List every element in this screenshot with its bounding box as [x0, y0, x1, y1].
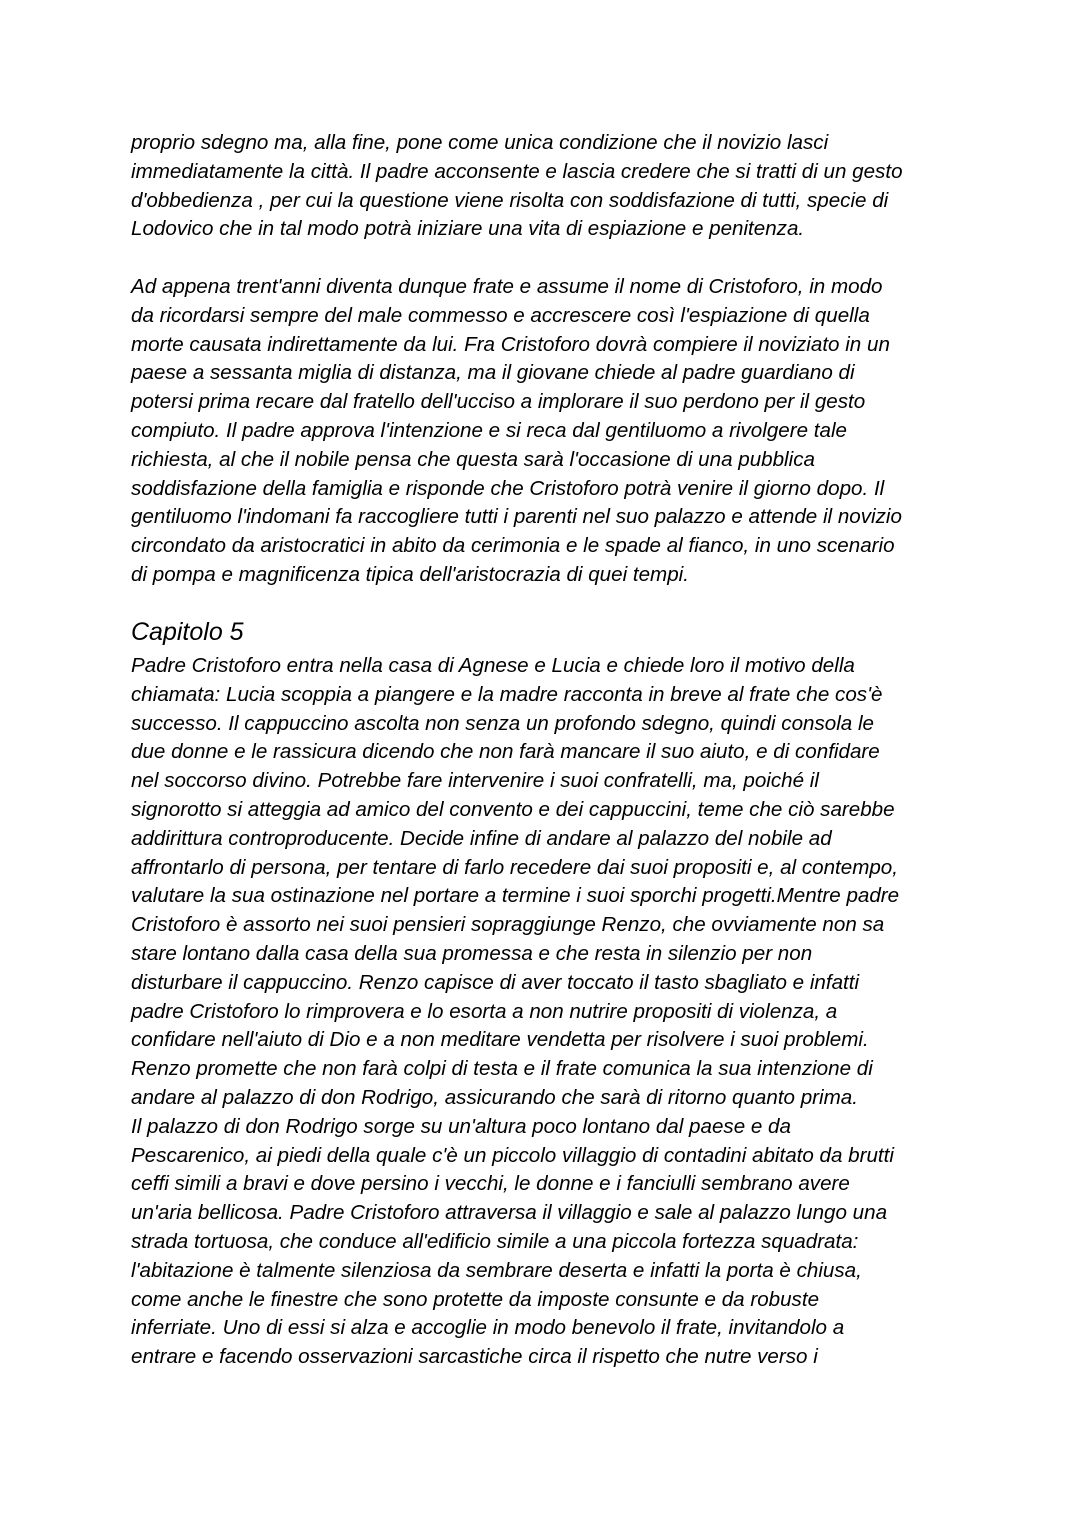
- text-line: di pompa e magnificenza tipica dell'aristocrazia di quei tempi.: [131, 562, 689, 586]
- paragraph-2: [131, 273, 961, 590]
- text-line: d'obbedienza , per cui la questione viene risolta con soddisfazione di tutti, specie di: [131, 188, 889, 212]
- text-line: potersi prima recare dal fratello dell'ucciso a implorare il suo perdono per il gesto: [131, 390, 866, 414]
- text-line: successo. Il cappuccino ascolta non senza un profondo sdegno, quindi consola le: [131, 711, 875, 735]
- text-line: come anche le finestre che sono protette da imposte consunte e da robuste: [131, 1287, 820, 1311]
- text-line: Il palazzo di don Rodrigo sorge su un'altura poco lontano dal paese e da: [131, 1114, 791, 1138]
- text-line: Ad appena trent'anni diventa dunque frate e assume il nome di Cristoforo, in modo: [131, 275, 883, 298]
- text-line: un'aria bellicosa. Padre Cristoforo attraversa il villaggio e sale al palazzo lungo una: [131, 1201, 888, 1225]
- text-line: immediatamente la città. Il padre acconsente e lascia credere che si tratti di un gesto: [131, 159, 903, 183]
- text-line: entrare e facendo osservazioni sarcastiche circa il rispetto che nutre verso i: [131, 1345, 818, 1369]
- text-line: paese a sessanta miglia di distanza, ma il giovane chiede al padre guardiano di: [131, 361, 855, 385]
- text-line: ceffi simili a bravi e dove persino i vecchi, le donne e i fanciulli sembrano avere: [131, 1172, 850, 1196]
- text-line: circondato da aristocratici in abito da cerimonia e le spade al fianco, in uno scenario: [131, 534, 895, 558]
- text-line: stare lontano dalla casa della sua promessa e che resta in silenzio per non: [131, 941, 813, 965]
- text-line: Pescarenico, ai piedi della quale c'è un piccolo villaggio di contadini abitato da brutti: [131, 1143, 894, 1167]
- chapter-heading: Capitolo 5: [131, 618, 244, 646]
- text-line: da ricordarsi sempre del male commesso e accrescere così l'espiazione di quella: [131, 303, 870, 327]
- text-line: soddisfazione della famiglia e risponde che Cristoforo potrà venire il giorno dopo. Il: [131, 476, 885, 500]
- text-line: andare al palazzo di don Rodrigo, assicurando che sarà di ritorno quanto prima.: [131, 1085, 858, 1109]
- text-line: strada tortuosa, che conduce all'edificio simile a una piccola fortezza squadrata:: [131, 1229, 859, 1253]
- text-line: disturbare il cappuccino. Renzo capisce di aver toccato il tasto sbagliato e infatti: [131, 970, 860, 994]
- text-line: Renzo promette che non farà colpi di testa e il frate comunica la sua intenzione di: [131, 1057, 873, 1081]
- text-line: inferriate. Uno di essi si alza e accoglie in modo benevolo il frate, invitandolo a: [131, 1316, 845, 1340]
- text-line: valutare la sua ostinazione nel portare a termine i suoi sporchi progetti.Mentre padre: [131, 884, 900, 908]
- paragraph-1: [131, 129, 961, 244]
- text-line: proprio sdegno ma, alla fine, pone come unica condizione che il novizio lasci: [131, 131, 829, 154]
- text-line: signorotto si atteggia ad amico del convento e dei cappuccini, teme che ciò sarebbe: [131, 797, 895, 821]
- text-line: addirittura controproducente. Decide infine di andare al palazzo del nobile ad: [131, 826, 832, 850]
- text-line: morte causata indirettamente da lui. Fra Cristoforo dovrà compiere il noviziato in un: [131, 332, 890, 356]
- text-line: chiamata: Lucia scoppia a piangere e la madre racconta in breve al frate che cos'è: [131, 682, 883, 706]
- text-line: Lodovico che in tal modo potrà iniziare una vita di espiazione e penitenza.: [131, 217, 805, 241]
- paragraph-3: [131, 652, 961, 1372]
- text-line: nel soccorso divino. Potrebbe fare intervenire i suoi confratelli, ma, poiché il: [131, 769, 819, 793]
- text-line: Padre Cristoforo entra nella casa di Agnese e Lucia e chiede loro il motivo della: [131, 654, 855, 677]
- text-line: confidare nell'aiuto di Dio e a non meditare vendetta per risolvere i suoi problemi.: [131, 1028, 869, 1052]
- text-line: affrontarlo di persona, per tentare di farlo recedere dai suoi propositi e, al contempo,: [131, 855, 898, 879]
- text-line: padre Cristoforo lo rimprovera e lo esorta a non nutrire propositi di violenza, a: [131, 999, 838, 1023]
- text-line: due donne e le rassicura dicendo che non farà mancare il suo aiuto, e di confidare: [131, 740, 880, 764]
- text-line: l'abitazione è talmente silenziosa da sembrare deserta e infatti la porta è chiusa,: [131, 1258, 862, 1282]
- text-line: Cristoforo è assorto nei suoi pensieri sopraggiunge Renzo, che ovviamente non sa: [131, 913, 885, 937]
- text-line: gentiluomo l'indomani fa raccogliere tutti i parenti nel suo palazzo e attende il novizio: [131, 505, 902, 529]
- text-line: richiesta, al che il nobile pensa che questa sarà l'occasione di una pubblica: [131, 447, 815, 471]
- text-line: compiuto. Il padre approva l'intenzione e si reca dal gentiluomo a rivolgere tale: [131, 418, 847, 442]
